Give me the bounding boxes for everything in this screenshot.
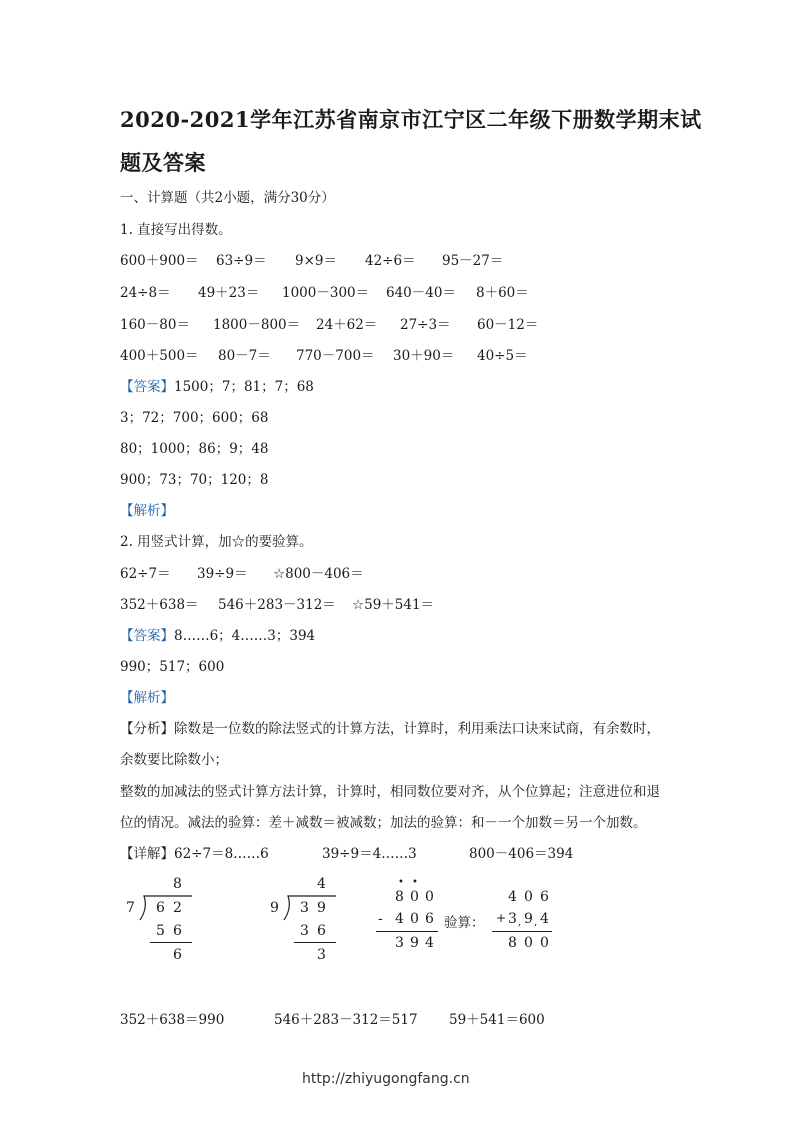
expression: 9×9＝ <box>295 253 337 269</box>
expression: 770－700＝ <box>296 348 375 364</box>
division-line <box>150 942 192 943</box>
answer-tag: 【答案】 <box>120 628 174 644</box>
fenxi-line: 余数要比除数小； <box>120 752 228 768</box>
result-item: 352＋638＝990 <box>120 1012 225 1028</box>
answer-line <box>120 624 315 644</box>
borrow-dot: • <box>412 877 418 888</box>
plus-sign: + <box>496 911 507 925</box>
product-digit: 6 <box>173 923 182 939</box>
expression: 400＋500＝ <box>120 348 199 364</box>
expression: 62÷7＝ <box>120 566 171 582</box>
page-title: 2020-2021学年江苏省南京市江宁区二年级下册数学期末试 <box>120 107 702 132</box>
answer-line: 3；72；700；600；68 <box>120 410 269 426</box>
expression: 40÷5＝ <box>477 348 528 364</box>
expression: 24＋62＝ <box>316 317 378 333</box>
expression: 30＋90＝ <box>393 348 455 364</box>
expression: 80－7＝ <box>218 348 271 364</box>
footer-url[interactable]: http://zhiyugongfang.cn <box>302 1071 470 1087</box>
remainder-digit: 3 <box>317 947 326 963</box>
expression: 352＋638＝ <box>120 597 199 613</box>
answer-line <box>120 375 314 395</box>
carry-mark: , <box>534 917 538 928</box>
expression: 42÷6＝ <box>365 253 416 269</box>
addend-digit: 0 <box>524 889 533 905</box>
addend-digit: 3 <box>508 911 517 927</box>
minuend-digit: 8 <box>395 889 404 905</box>
subtrahend-digit: 0 <box>410 911 419 927</box>
expression: 60－12＝ <box>477 317 539 333</box>
expression: 546＋283－312＝ <box>218 597 336 613</box>
fenxi-line: 整数的加减法的竖式计算方法计算，计算时，相同数位要对齐，从个位算起；注意进位和退 <box>120 784 660 800</box>
dividend-digit: 3 <box>300 900 309 916</box>
expression: 49＋23＝ <box>198 285 260 301</box>
detail-item: 39÷9＝4……3 <box>322 846 417 862</box>
expression: 63÷9＝ <box>216 253 267 269</box>
sum-line <box>376 931 438 932</box>
product-digit: 6 <box>317 923 326 939</box>
sum-digit: 8 <box>508 935 517 951</box>
question-1-prompt: 1. 直接写出得数。 <box>120 222 232 238</box>
fenxi-line: 位的情况。减法的验算：差＋减数＝被减数；加法的验算：和－一个加数＝另一个加数。 <box>120 815 647 831</box>
addend-digit: 9 <box>524 911 533 927</box>
minuend-digit: 0 <box>425 889 434 905</box>
subtrahend-digit: 4 <box>395 911 404 927</box>
quotient-digit: 4 <box>317 876 326 892</box>
expression: 640－40＝ <box>386 285 456 301</box>
minuend-digit: 0 <box>410 889 419 905</box>
addend-digit: 4 <box>540 911 549 927</box>
difference-digit: 9 <box>410 935 419 951</box>
fenxi-text: 除数是一位数的除法竖式的计算方法，计算时，利用乘法口诀来试商，有余数时， <box>174 721 660 737</box>
division-bracket <box>284 896 344 922</box>
answer-text: 8……6；4……3；394 <box>174 628 316 644</box>
division-line <box>294 942 336 943</box>
borrow-dot: • <box>398 877 404 888</box>
expression: ☆800－406＝ <box>273 566 364 582</box>
remainder-digit: 6 <box>173 947 182 963</box>
product-digit: 3 <box>300 923 309 939</box>
expression: 95－27＝ <box>442 253 504 269</box>
addend-digit: 6 <box>540 889 549 905</box>
question-2-prompt: 2. 用竖式计算，加☆的要验算。 <box>120 534 313 550</box>
analysis-tag: 【解析】 <box>120 503 174 519</box>
result-item: 546＋283－312＝517 <box>274 1012 418 1028</box>
divisor-digit: 9 <box>270 900 279 916</box>
sum-digit: 0 <box>540 935 549 951</box>
answer-line: 80；1000；86；9；48 <box>120 441 269 457</box>
page-title-line2: 题及答案 <box>120 150 206 175</box>
dividend-digit: 6 <box>156 900 165 916</box>
expression: 27÷3＝ <box>400 317 451 333</box>
difference-digit: 4 <box>425 935 434 951</box>
addend-digit: 4 <box>508 889 517 905</box>
expression: 39÷9＝ <box>197 566 248 582</box>
fenxi-line <box>120 717 660 737</box>
carry-mark: , <box>518 917 522 928</box>
detail-tag: 【详解】 <box>120 846 174 862</box>
result-item: 59＋541＝600 <box>449 1012 545 1028</box>
verify-label: 验算： <box>444 915 485 931</box>
answer-tag: 【答案】 <box>120 379 174 395</box>
sum-line <box>492 931 552 932</box>
expression: ☆59＋541＝ <box>352 597 435 613</box>
minus-sign: - <box>378 911 383 927</box>
division-bracket <box>140 896 200 922</box>
expression: 24÷8＝ <box>120 285 171 301</box>
dividend-digit: 9 <box>317 900 326 916</box>
expression: 8＋60＝ <box>476 285 529 301</box>
answer-line: 990；517；600 <box>120 659 225 675</box>
expression: 160－80＝ <box>120 317 190 333</box>
expression: 1000－300＝ <box>282 285 370 301</box>
subtrahend-digit: 6 <box>425 911 434 927</box>
fenxi-tag: 【分析】 <box>120 721 174 737</box>
section-heading: 一、计算题（共2小题，满分30分） <box>120 190 335 206</box>
divisor-digit: 7 <box>126 900 135 916</box>
answer-line: 900；73；70；120；8 <box>120 472 269 488</box>
product-digit: 5 <box>156 923 165 939</box>
quotient-digit: 8 <box>173 876 182 892</box>
expression: 1800－800＝ <box>213 317 301 333</box>
detail-item: 62÷7＝8……6 <box>174 846 269 862</box>
detail-item: 800－406＝394 <box>469 846 574 862</box>
sum-digit: 0 <box>524 935 533 951</box>
answer-text: 1500；7；81；7；68 <box>174 379 314 395</box>
difference-digit: 3 <box>395 935 404 951</box>
dividend-digit: 2 <box>173 900 182 916</box>
analysis-tag: 【解析】 <box>120 690 174 706</box>
expression: 600＋900＝ <box>120 253 199 269</box>
